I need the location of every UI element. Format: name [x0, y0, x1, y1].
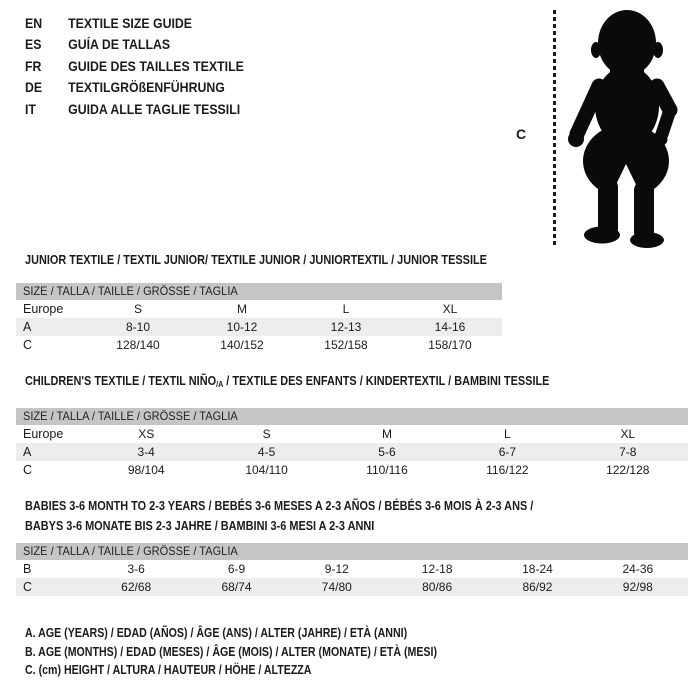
size-cell: 116/122: [486, 463, 529, 477]
size-cell: 6-9: [227, 562, 246, 576]
size-cell: 110/116: [366, 463, 408, 477]
row-label: B: [23, 562, 32, 576]
language-row: [25, 77, 244, 98]
size-cell: 104/110: [245, 463, 288, 477]
footnote: C. (cm) HEIGHT / ALTURA / HAUTEUR / HÖHE / ALTEZZA: [25, 663, 312, 678]
section-childrens-textile: [16, 373, 688, 479]
language-row: [25, 13, 244, 34]
size-table-row: [16, 425, 688, 443]
babies-size-header-bar: SIZE / TALLA / TAILLE / GRÖSSE / TAGLIA: [16, 543, 688, 560]
language-code: FR: [25, 57, 42, 74]
section-babies-textile: [16, 496, 688, 596]
size-cell: L: [342, 302, 350, 316]
size-cell: 7-8: [619, 445, 637, 459]
row-label: A: [23, 320, 32, 334]
babies-section-title-line2: BABYS 3-6 MONATE BIS 2-3 JAHRE / BAMBINI 3-6 MESI A 2-3 ANNI: [25, 518, 375, 533]
size-cell: 24-36: [622, 562, 654, 576]
row-label: C: [23, 580, 33, 594]
language-code: EN: [25, 15, 43, 31]
size-cell: 158/170: [428, 338, 472, 352]
size-cell: 9-12: [324, 562, 349, 576]
height-measure-label: C: [515, 126, 527, 142]
size-cell: 3-6: [127, 562, 145, 576]
size-table-row: [16, 336, 502, 354]
size-cell: 74/80: [321, 580, 352, 594]
footnotes: [25, 624, 510, 680]
row-label: C: [23, 338, 33, 352]
size-cell: 6-7: [498, 445, 517, 459]
language-code: ES: [25, 36, 42, 53]
size-cell: 140/152: [220, 338, 264, 352]
language-guide-title: GUÍA DE TALLAS: [68, 36, 171, 53]
footnote: A. AGE (YEARS) / EDAD (AÑOS) / ÂGE (ANS) / ALTER (JAHRE) / ETÀ (ANNI): [25, 626, 408, 640]
size-cell: 152/158: [324, 338, 368, 352]
size-cell: 3-4: [137, 445, 155, 459]
junior-size-table: [16, 300, 502, 354]
language-guide-title: TEXTILGRÖßENFÜHRUNG: [68, 79, 225, 96]
section-junior-textile: [16, 252, 502, 354]
size-table-row: [16, 443, 688, 461]
size-cell: 122/128: [606, 463, 650, 477]
language-row: [25, 56, 244, 77]
size-cell: M: [381, 427, 392, 441]
babies-section-title-line1: BABIES 3-6 MONTH TO 2-3 YEARS / BEBÉS 3-6 MESES A 2-3 AÑOS / BÉBÉS 3-6 MOIS À 2-3 ANS /: [25, 498, 534, 513]
size-table-row: [16, 560, 688, 578]
size-cell: 92/98: [622, 580, 653, 594]
size-table-row: [16, 578, 688, 596]
size-cell: 68/74: [221, 580, 252, 594]
size-cell: S: [133, 302, 142, 316]
row-label: A: [23, 445, 32, 459]
row-label: Europe: [23, 427, 64, 441]
junior-size-header-bar: SIZE / TALLA / TAILLE / GRÖSSE / TAGLIA: [16, 283, 502, 300]
toddler-silhouette-icon: [563, 6, 695, 248]
children-size-header-bar: SIZE / TALLA / TAILLE / GRÖSSE / TAGLIA: [16, 408, 688, 425]
children-section-title: CHILDREN'S TEXTILE / TEXTIL $NIÑO_{/A}$ / TEXTILE DES ENFANTS / KINDERTEXTIL / BAMBINI TESSILE: [25, 373, 550, 389]
size-cell: 4-5: [257, 445, 276, 459]
size-cell: S: [262, 427, 271, 441]
language-guide-title: TEXTILE SIZE GUIDE: [68, 15, 193, 31]
size-cell: 98/104: [127, 463, 165, 477]
size-cell: 62/68: [121, 580, 152, 594]
size-cell: M: [237, 302, 247, 316]
size-cell: 86/92: [522, 580, 553, 594]
language-guide-title: GUIDA ALLE TAGLIE TESSILI: [68, 100, 241, 117]
language-code: DE: [25, 79, 43, 96]
size-cell: 12-18: [421, 562, 453, 576]
children-size-table: [16, 425, 688, 479]
size-cell: L: [504, 427, 511, 441]
row-label: C: [23, 463, 33, 477]
size-cell: XL: [442, 302, 458, 316]
height-measure-dashed-line: [553, 10, 556, 246]
language-guide-title: GUIDE DES TAILLES TEXTILE: [68, 57, 244, 74]
size-cell: 18-24: [522, 562, 553, 576]
size-cell: 14-16: [434, 320, 466, 334]
size-table-row: [16, 300, 502, 318]
language-row: [25, 99, 244, 120]
junior-section-title: JUNIOR TEXTILE / TEXTIL JUNIOR/ TEXTILE JUNIOR / JUNIORTEXTIL / JUNIOR TESSILE: [25, 252, 487, 267]
language-title-list: [25, 13, 244, 120]
language-row: [25, 34, 244, 55]
babies-size-table: [16, 560, 688, 596]
language-code: IT: [25, 100, 36, 117]
size-cell: 12-13: [330, 320, 362, 334]
size-cell: XL: [620, 427, 636, 441]
size-cell: 128/140: [116, 338, 160, 352]
size-cell: 80/86: [422, 580, 453, 594]
footnote: B. AGE (MONTHS) / EDAD (MESES) / ÂGE (MOIS) / ALTER (MONATE) / ETÀ (MESI): [25, 644, 438, 659]
row-label: Europe: [23, 302, 64, 316]
size-cell: 10-12: [226, 320, 258, 334]
size-cell: 8-10: [125, 320, 151, 334]
size-cell: XS: [138, 427, 155, 441]
size-table-row: [16, 461, 688, 479]
size-cell: 5-6: [378, 445, 396, 459]
size-table-row: [16, 318, 502, 336]
